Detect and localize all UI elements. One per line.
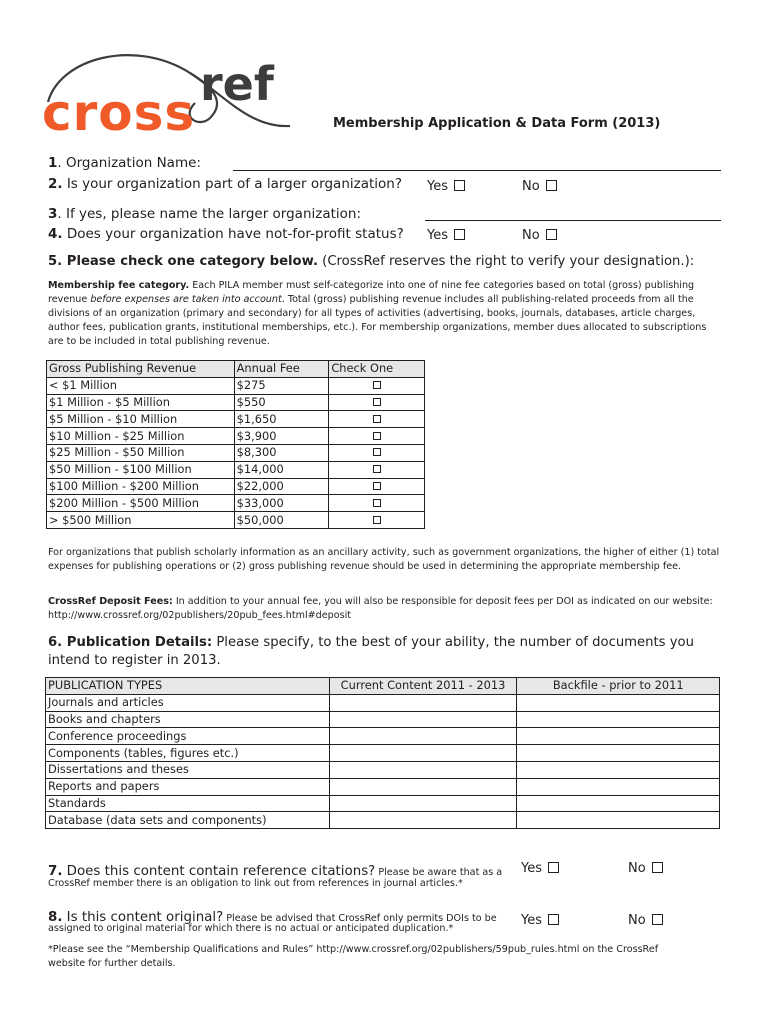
fee-checkbox[interactable] bbox=[373, 516, 381, 524]
fee-cell: $33,000 bbox=[234, 495, 329, 512]
form-title: Membership Application & Data Form (2013) bbox=[333, 116, 661, 131]
logo-text-ref: ref bbox=[200, 57, 274, 111]
check-cell bbox=[329, 428, 425, 445]
fee-cell: $22,000 bbox=[234, 478, 329, 495]
header-publication-types: PUBLICATION TYPES bbox=[46, 678, 330, 695]
current-content-input[interactable] bbox=[329, 778, 517, 795]
table-row bbox=[46, 728, 720, 745]
revenue-cell: < $1 Million bbox=[47, 377, 235, 394]
table-row bbox=[47, 461, 425, 478]
fee-checkbox[interactable] bbox=[373, 482, 381, 490]
table-row bbox=[47, 377, 425, 394]
revenue-cell: $100 Million - $200 Million bbox=[47, 478, 235, 495]
publication-type-cell: Conference proceedings bbox=[46, 728, 330, 745]
check-cell bbox=[329, 377, 425, 394]
fee-cell: $14,000 bbox=[234, 461, 329, 478]
larger-organization-field[interactable] bbox=[425, 220, 721, 221]
revenue-cell: > $500 Million bbox=[47, 512, 235, 529]
fee-checkbox[interactable] bbox=[373, 432, 381, 440]
header-gross-revenue: Gross Publishing Revenue bbox=[47, 361, 235, 378]
fee-checkbox[interactable] bbox=[373, 381, 381, 389]
question-6: 6. Publication Details: Please specify, to the best of your ability, the number of documents you intend to register in 2013. bbox=[48, 635, 694, 668]
q2-yes-checkbox[interactable] bbox=[454, 180, 465, 191]
header-annual-fee: Annual Fee bbox=[234, 361, 329, 378]
crossref-logo bbox=[40, 48, 300, 138]
check-cell bbox=[329, 444, 425, 461]
check-cell bbox=[329, 495, 425, 512]
backfile-input[interactable] bbox=[517, 795, 720, 812]
header-current-content: Current Content 2011 - 2013 bbox=[329, 678, 517, 695]
footnote-line-2: website for further details. bbox=[48, 958, 176, 969]
q4-yes: Yes bbox=[427, 228, 465, 243]
fee-table bbox=[46, 360, 425, 529]
table-row bbox=[47, 512, 425, 529]
fee-cell: $275 bbox=[234, 377, 329, 394]
publication-type-cell: Dissertations and theses bbox=[46, 761, 330, 778]
backfile-input[interactable] bbox=[517, 711, 720, 728]
current-content-input[interactable] bbox=[329, 728, 517, 745]
publication-type-cell: Books and chapters bbox=[46, 711, 330, 728]
current-content-input[interactable] bbox=[329, 761, 517, 778]
question-1: 1. Organization Name: bbox=[48, 155, 201, 171]
fee-table-header bbox=[47, 361, 425, 378]
q7-yes-checkbox[interactable] bbox=[548, 862, 559, 873]
revenue-cell: $1 Million - $5 Million bbox=[47, 394, 235, 411]
fee-checkbox[interactable] bbox=[373, 499, 381, 507]
revenue-cell: $5 Million - $10 Million bbox=[47, 411, 235, 428]
current-content-input[interactable] bbox=[329, 745, 517, 762]
question-2: 2. Is your organization part of a larger organization? bbox=[48, 176, 403, 192]
current-content-input[interactable] bbox=[329, 711, 517, 728]
check-cell bbox=[329, 411, 425, 428]
q2-no-checkbox[interactable] bbox=[546, 180, 557, 191]
q4-yes-checkbox[interactable] bbox=[454, 229, 465, 240]
q8-yes: Yes bbox=[521, 913, 559, 928]
publication-table bbox=[45, 677, 720, 829]
backfile-input[interactable] bbox=[517, 778, 720, 795]
table-row bbox=[47, 478, 425, 495]
backfile-input[interactable] bbox=[517, 812, 720, 829]
organization-name-field[interactable] bbox=[233, 170, 721, 171]
question-4: 4. Does your organization have not-for-profit status? bbox=[48, 226, 404, 242]
fee-checkbox[interactable] bbox=[373, 465, 381, 473]
q4-no-checkbox[interactable] bbox=[546, 229, 557, 240]
publication-table-header bbox=[46, 678, 720, 695]
fee-cell: $3,900 bbox=[234, 428, 329, 445]
q7-yes: Yes bbox=[521, 861, 559, 876]
q8-no-checkbox[interactable] bbox=[652, 914, 663, 925]
table-row bbox=[46, 795, 720, 812]
fee-cell: $50,000 bbox=[234, 512, 329, 529]
backfile-input[interactable] bbox=[517, 761, 720, 778]
question-8-note: assigned to original material for which there is no actual or anticipated duplication.* bbox=[48, 923, 454, 934]
publication-type-cell: Reports and papers bbox=[46, 778, 330, 795]
fee-checkbox[interactable] bbox=[373, 398, 381, 406]
q8-no: No bbox=[628, 913, 663, 928]
fee-cell: $1,650 bbox=[234, 411, 329, 428]
fee-cell: $8,300 bbox=[234, 444, 329, 461]
table-row bbox=[46, 778, 720, 795]
revenue-cell: $25 Million - $50 Million bbox=[47, 444, 235, 461]
check-cell bbox=[329, 478, 425, 495]
q7-no: No bbox=[628, 861, 663, 876]
q8-yes-checkbox[interactable] bbox=[548, 914, 559, 925]
fee-checkbox[interactable] bbox=[373, 448, 381, 456]
logo-text-cross: cross bbox=[42, 84, 196, 138]
header-check-one: Check One bbox=[329, 361, 425, 378]
current-content-input[interactable] bbox=[329, 694, 517, 711]
deposit-fees-paragraph: CrossRef Deposit Fees: In addition to your annual fee, you will also be responsible for deposit fees per DOI as indicated on our website: http://www.crossref.org/02publishers/20pub_fees.html#deposit bbox=[48, 596, 713, 621]
table-row bbox=[46, 711, 720, 728]
table-row bbox=[47, 444, 425, 461]
backfile-input[interactable] bbox=[517, 694, 720, 711]
publication-type-cell: Database (data sets and components) bbox=[46, 812, 330, 829]
header-backfile: Backfile - prior to 2011 bbox=[517, 678, 720, 695]
fee-checkbox[interactable] bbox=[373, 415, 381, 423]
table-row bbox=[47, 495, 425, 512]
q2-yes: Yes bbox=[427, 179, 465, 194]
question-8: 8. Is this content original? Please be advised that CrossRef only permits DOIs to be bbox=[48, 910, 497, 925]
fee-cell: $550 bbox=[234, 394, 329, 411]
table-row bbox=[47, 394, 425, 411]
publication-type-cell: Journals and articles bbox=[46, 694, 330, 711]
check-cell bbox=[329, 512, 425, 529]
question-3: 3. If yes, please name the larger organization: bbox=[48, 206, 362, 222]
backfile-input[interactable] bbox=[517, 728, 720, 745]
revenue-cell: $200 Million - $500 Million bbox=[47, 495, 235, 512]
fee-category-paragraph: Membership fee category. Each PILA member must self-categorize into one of nine fee categories based on total (gross) publishing revenue before expenses are taken into account. Total (gross) publishing revenue includes all publishing-related proceeds from all the divisions of an organization (primary and secondary) for all types of activities (advertising, books, journals, databases, article charges, author fees, publication grants, institutional memberships, etc.). For membership organizations, member dues allocated to subscriptions are to be included in total publishing revenue. bbox=[48, 280, 707, 347]
q7-no-checkbox[interactable] bbox=[652, 862, 663, 873]
question-5: 5. Please check one category below. (CrossRef reserves the right to verify your designation.): bbox=[48, 254, 695, 269]
question-7: 7. Does this content contain reference citations? Please be aware that as a bbox=[48, 864, 503, 879]
publication-type-cell: Standards bbox=[46, 795, 330, 812]
table-row bbox=[47, 411, 425, 428]
check-cell bbox=[329, 394, 425, 411]
table-row bbox=[46, 745, 720, 762]
q4-no: No bbox=[522, 228, 557, 243]
publication-type-cell: Components (tables, figures etc.) bbox=[46, 745, 330, 762]
check-cell bbox=[329, 461, 425, 478]
table-row bbox=[47, 428, 425, 445]
revenue-cell: $50 Million - $100 Million bbox=[47, 461, 235, 478]
table-row bbox=[46, 694, 720, 711]
question-7-note: CrossRef member there is an obligation to link out from references in journal articles.* bbox=[48, 878, 463, 889]
current-content-input[interactable] bbox=[329, 795, 517, 812]
backfile-input[interactable] bbox=[517, 745, 720, 762]
table-row bbox=[46, 761, 720, 778]
current-content-input[interactable] bbox=[329, 812, 517, 829]
table-row bbox=[46, 812, 720, 829]
q2-no: No bbox=[522, 179, 557, 194]
footnote-line-1: *Please see the “Membership Qualifications and Rules” http://www.crossref.org/02publishers/59pub_rules.html on the CrossRef bbox=[48, 944, 659, 955]
revenue-cell: $10 Million - $25 Million bbox=[47, 428, 235, 445]
ancillary-paragraph: For organizations that publish scholarly information as an ancillary activity, such as government organizations, the higher of either (1) total expenses for publishing operations or (2) gross publishing revenue should be used in determining the appropriate membership fee. bbox=[48, 547, 720, 572]
